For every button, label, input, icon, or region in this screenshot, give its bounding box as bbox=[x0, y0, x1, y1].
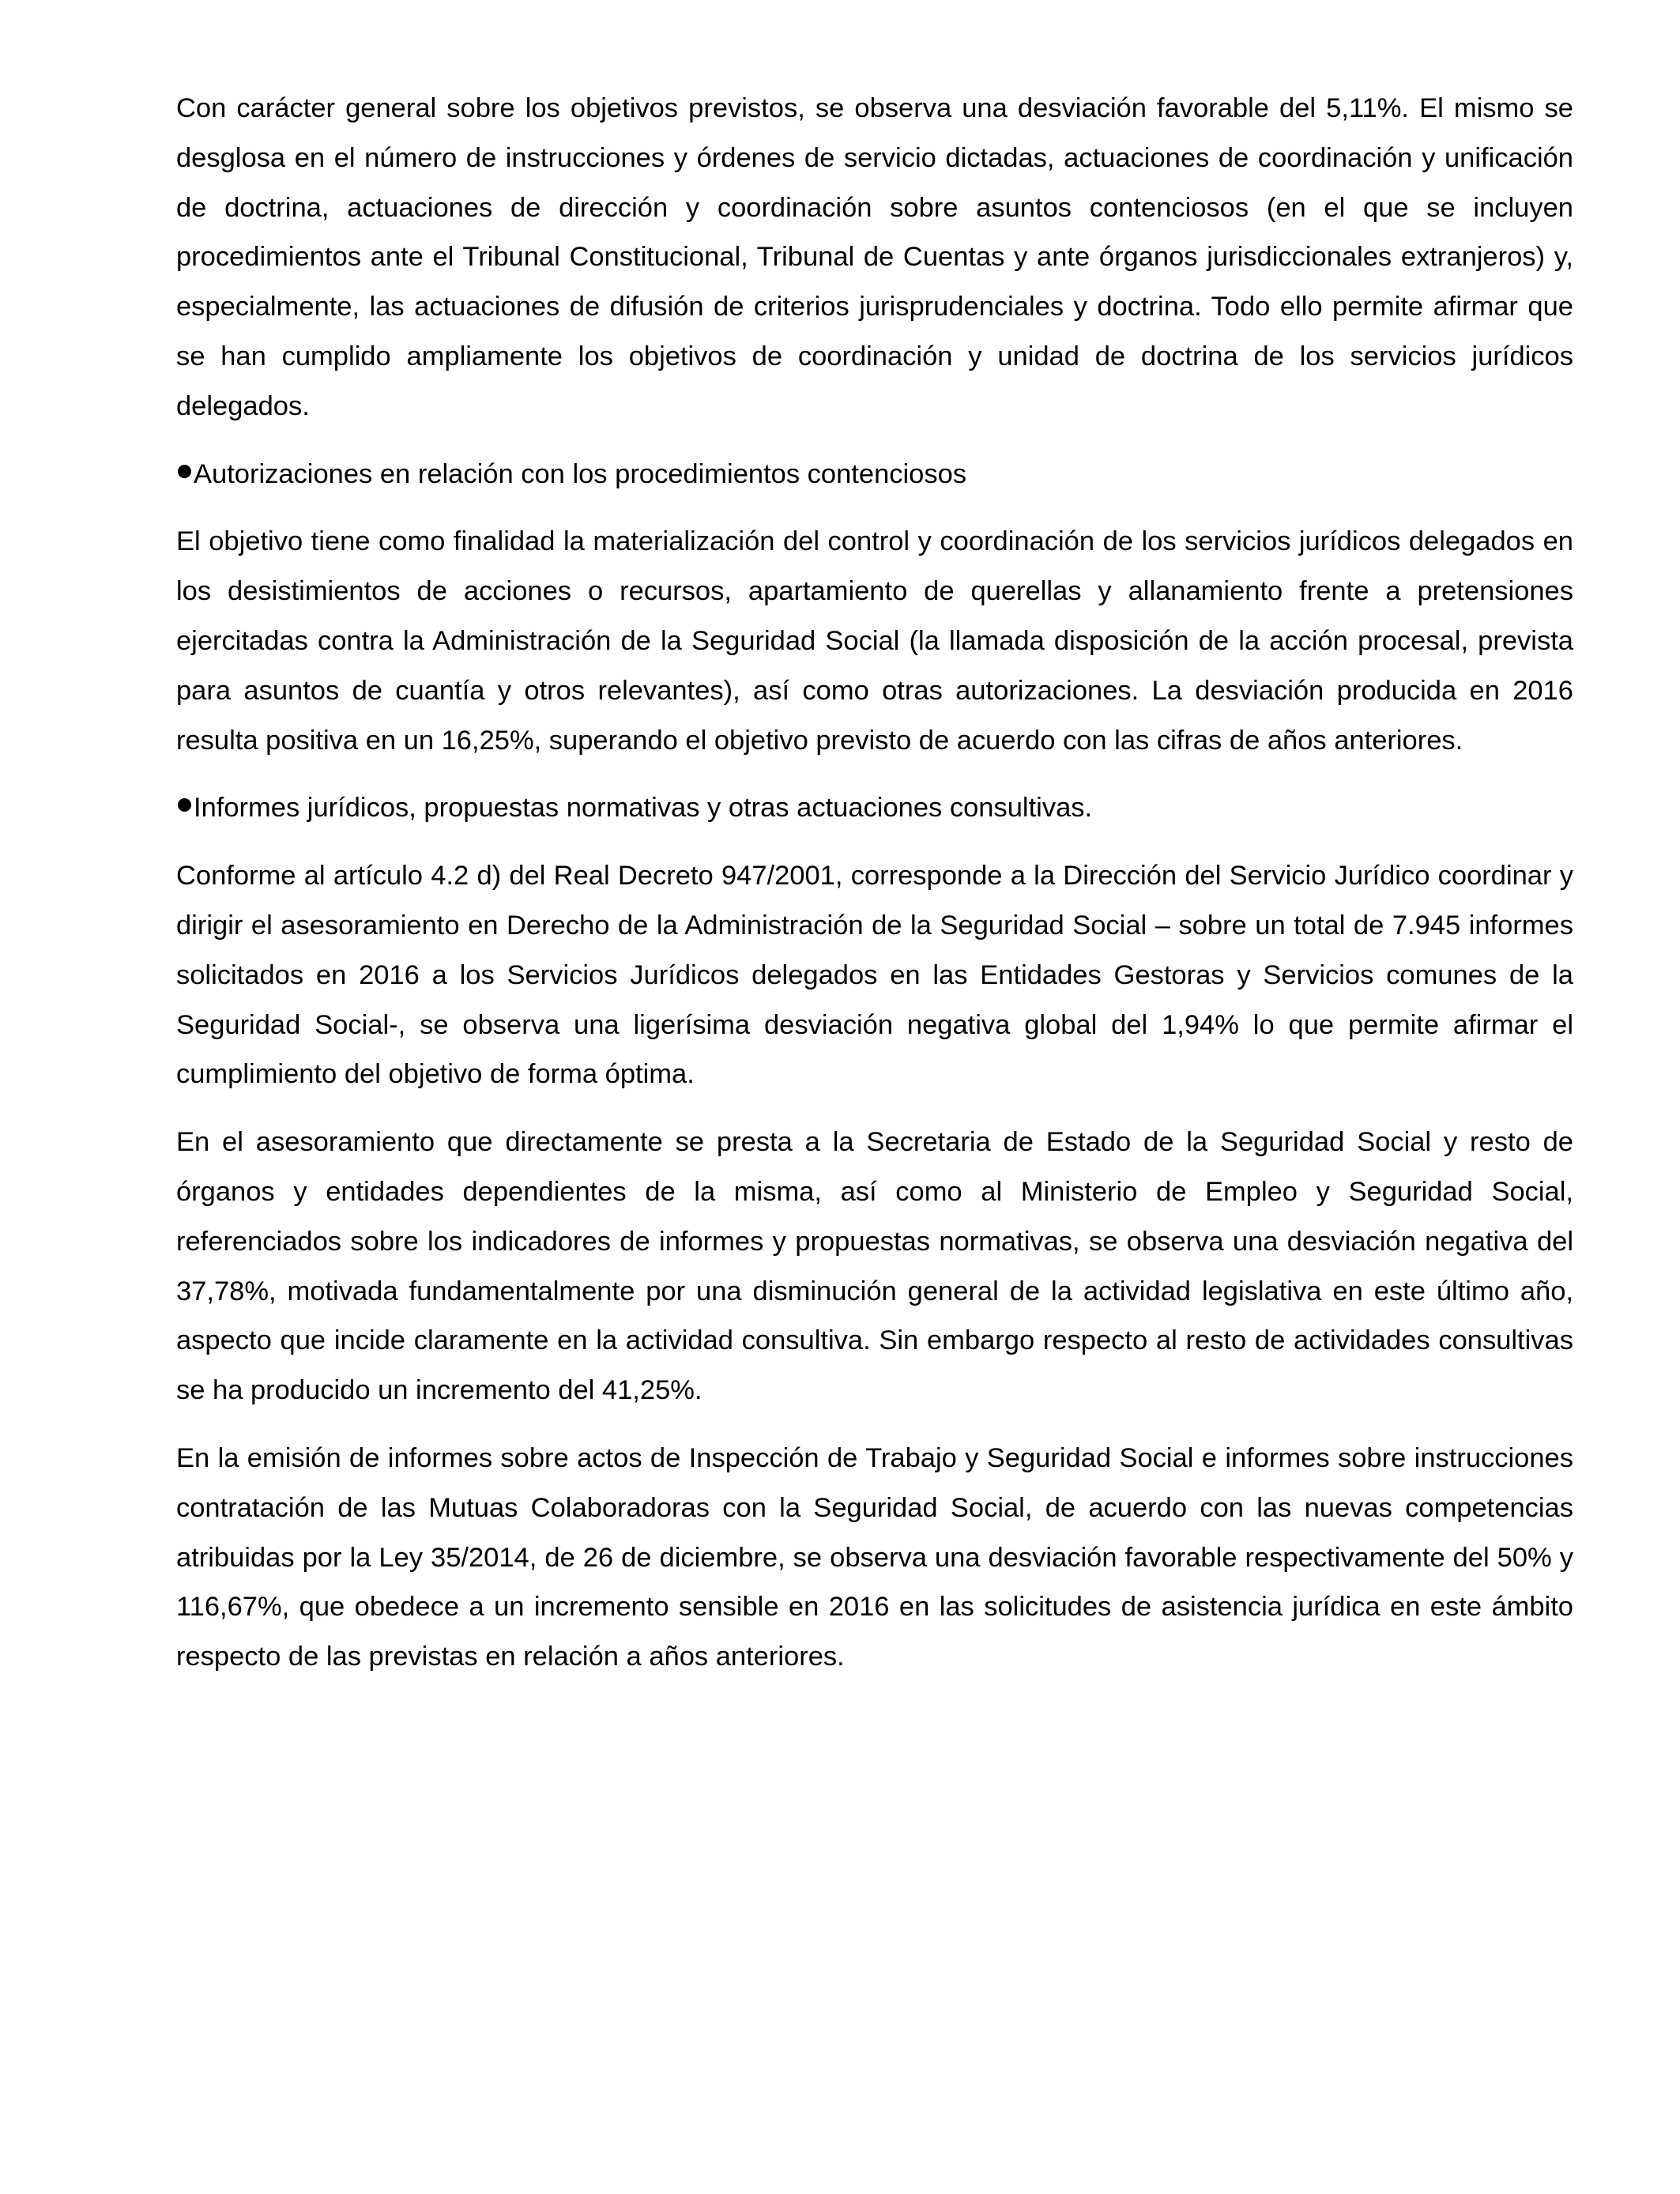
bullet-icon bbox=[178, 465, 191, 478]
paragraph-inspeccion-trabajo: En la emisión de informes sobre actos de Inspección de Trabajo y Seguridad Social e informes sobre instrucciones contratación de las Mutuas Colaboradoras con la Seguridad Social, de acuerdo con las nuevas competencias atribuidas por la Ley 35/2014, de 26 de diciembre, se observa una desviación favorable respectivamente del 50% y 116,67%, que obedece a un incremento sensible en 2016 en las solicitudes de asistencia jurídica en este ámbito respecto de las previstas en relación a años anteriores. bbox=[176, 1442, 1573, 1672]
section-heading-text: Informes jurídicos, propuestas normativas y otras actuaciones consultivas. bbox=[194, 793, 1093, 824]
document-body bbox=[176, 84, 1573, 1682]
paragraph-objetivos-coordinacion: Con carácter general sobre los objetivos previstos, se observa una desviación favorable del 5,11%. El mismo se desglosa en el número de instrucciones y órdenes de servicio dictadas, actuaciones de coordinación y unificación de doctrina, actuaciones de dirección y coordinación sobre asuntos contenciosos (en el que se incluyen procedimientos ante el Tribunal Constitucional, Tribunal de Cuentas y ante órganos jurisdiccionales extranjeros) y, especialmente, las actuaciones de difusión de criterios jurisprudenciales y doctrina. Todo ello permite afirmar que se han cumplido ampliamente los objetivos de coordinación y unidad de doctrina de los servicios jurídicos delegados. bbox=[176, 93, 1573, 421]
section-heading-informes bbox=[176, 783, 1573, 833]
paragraph-autorizaciones: El objetivo tiene como finalidad la materialización del control y coordinación de los servicios jurídicos delegados en los desistimientos de acciones o recursos, apartamiento de querellas y allanamiento frente a pretensiones ejercitadas contra la Administración de la Seguridad Social (la llamada disposición de la acción procesal, prevista para asuntos de cuantía y otros relevantes), así como otras autorizaciones. La desviación producida en 2016 resulta positiva en un 16,25%, superando el objetivo previsto de acuerdo con las cifras de años anteriores. bbox=[176, 526, 1573, 756]
paragraph-real-decreto: Conforme al artículo 4.2 d) del Real Decreto 947/2001, corresponde a la Dirección del Servicio Jurídico coordinar y dirigir el asesoramiento en Derecho de la Administración de la Seguridad Social – sobre un total de 7.945 informes solicitados en 2016 a los Servicios Jurídicos delegados en las Entidades Gestoras y Servicios comunes de la Seguridad Social-, se observa una ligerísima desviación negativa global del 1,94% lo que permite afirmar el cumplimiento del objetivo de forma óptima. bbox=[176, 861, 1573, 1090]
bullet-icon bbox=[178, 798, 191, 812]
paragraph-asesoramiento: En el asesoramiento que directamente se presta a la Secretaria de Estado de la Seguridad Social y resto de órganos y entidades dependientes de la misma, así como al Ministerio de Empleo y Seguridad Social, referenciados sobre los indicadores de informes y propuestas normativas, se observa una desviación negativa del 37,78%, motivada fundamentalmente por una disminución general de la actividad legislativa en este último año, aspecto que incide claramente en la actividad consultiva. Sin embargo respecto al resto de actividades consultivas se ha producido un incremento del 41,25%. bbox=[176, 1127, 1573, 1406]
section-heading-autorizaciones bbox=[176, 450, 1573, 499]
section-heading-text: Autorizaciones en relación con los procedimientos contenciosos bbox=[194, 458, 967, 489]
